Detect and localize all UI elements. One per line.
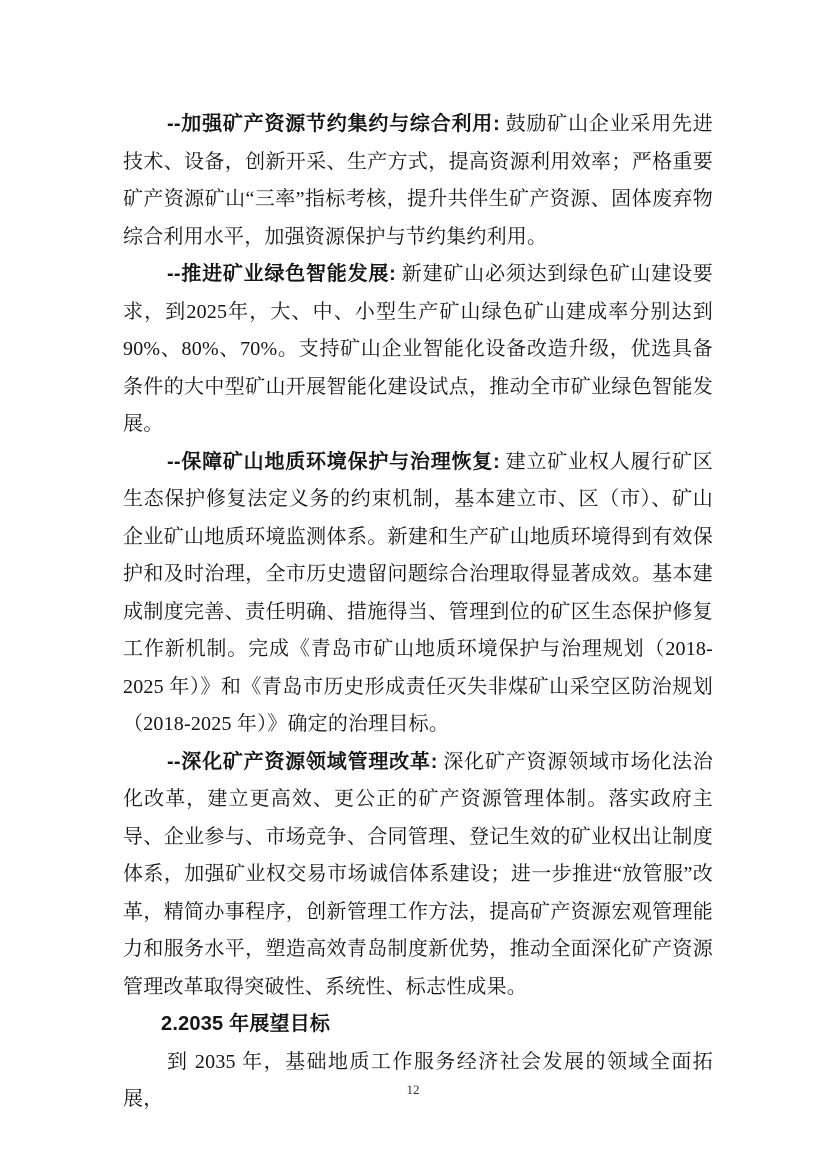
paragraph-label: --保障矿山地质环境保护与治理恢复:	[167, 450, 500, 473]
paragraph	[123, 744, 713, 1007]
paragraph-label: --推进矿业绿色智能发展:	[167, 263, 397, 285]
paragraph-text: 新建矿山必须达到绿色矿山建设要求，到2025年，大、中、小型生产矿山绿色矿山建成率分别达到90%、80%、70%。支持矿山企业智能化设备改造升级，优选具备条件的大中型矿山开展智能化建设试点，推动全市矿业绿色智能发展。	[123, 263, 713, 435]
page-number: 12	[406, 1082, 420, 1097]
section-heading: 2.2035 年展望目标	[161, 1013, 331, 1035]
paragraph	[123, 256, 713, 444]
paragraph	[123, 1044, 713, 1119]
paragraph-text: 深化矿产资源领域市场化法治化改革，建立更高效、更公正的矿产资源管理体制。落实政府主导、企业参与、市场竞争、合同管理、登记生效的矿业权出让制度体系，加强矿业权交易市场诚信体系建设；进一步推进“放管服”改革，精简办事程序，创新管理工作方法，提高矿产资源宏观管理能力和服务水平，塑造高效青岛制度新优势，推动全面深化矿产资源管理改革取得突破性、系统性、标志性成果。	[123, 750, 713, 998]
paragraph-text: 到 2035 年，基础地质工作服务经济社会发展的领域全面拓展，	[123, 1050, 713, 1110]
paragraph-label: --深化矿产资源领域管理改革:	[167, 750, 438, 773]
paragraph	[123, 106, 713, 256]
paragraph-text: 鼓励矿山企业采用先进技术、设备，创新开采、生产方式，提高资源利用效率；严格重要矿产资源矿山“三率”指标考核，提升共伴生矿产资源、固体废弃物综合利用水平，加强资源保护与节约集约利用。	[123, 113, 713, 248]
paragraph-text: 建立矿业权人履行矿区生态保护修复法定义务的约束机制，基本建立市、区（市）、矿山企业矿山地质环境监测体系。新建和生产矿山地质环境得到有效保护和及时治理，全市历史遗留问题综合治理取得显著成效。基本建成制度完善、责任明确、措施得当、管理到位的矿区生态保护修复工作新机制。完成《青岛市矿山地质环境保护与治理规划（2018-2025 年）》和《青岛市历史形成责任灭失非煤矿山采空区防治规划（2018-2025 年）》确定的治理目标。	[123, 450, 713, 735]
paragraph-label: --加强矿产资源节约集约与综合利用:	[167, 113, 500, 135]
document-body	[123, 106, 713, 1119]
paragraph	[123, 444, 713, 744]
